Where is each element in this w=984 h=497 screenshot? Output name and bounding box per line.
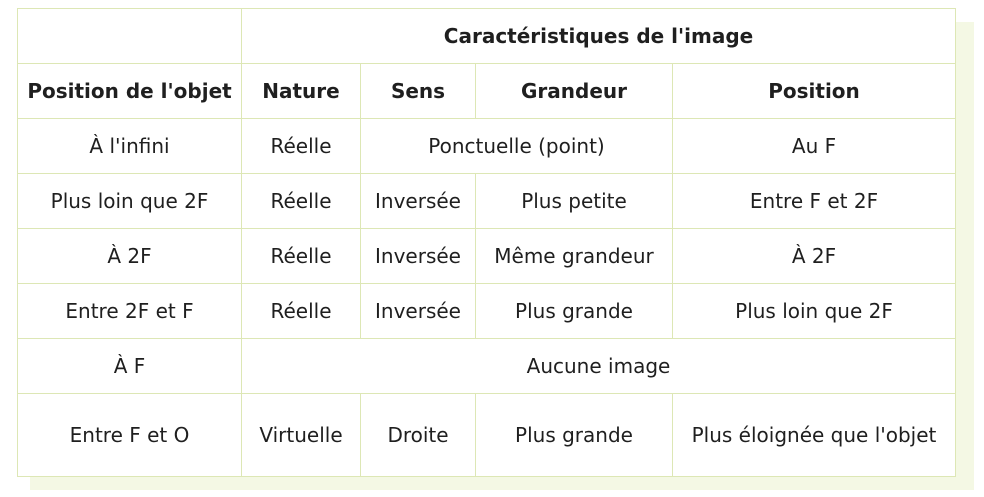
table-row bbox=[18, 174, 956, 229]
cell-grandeur: Plus grande bbox=[476, 394, 673, 477]
cell-sens-grandeur: Ponctuelle (point) bbox=[361, 119, 673, 174]
header-group-row bbox=[18, 9, 956, 64]
table-row bbox=[18, 229, 956, 284]
header-group-title: Caractéristiques de l'image bbox=[242, 9, 956, 64]
cell-position-objet: Entre 2F et F bbox=[18, 284, 242, 339]
table-row bbox=[18, 119, 956, 174]
cell-position-objet: À 2F bbox=[18, 229, 242, 284]
cell-nature: Virtuelle bbox=[242, 394, 361, 477]
cell-grandeur: Plus petite bbox=[476, 174, 673, 229]
header-nature: Nature bbox=[242, 64, 361, 119]
image-characteristics-table bbox=[17, 8, 956, 477]
cell-nature: Réelle bbox=[242, 284, 361, 339]
header-position: Position bbox=[673, 64, 956, 119]
cell-position-objet: À F bbox=[18, 339, 242, 394]
cell-position-objet: À l'infini bbox=[18, 119, 242, 174]
cell-grandeur: Même grandeur bbox=[476, 229, 673, 284]
cell-sens: Inversée bbox=[361, 229, 476, 284]
cell-grandeur: Plus grande bbox=[476, 284, 673, 339]
cell-sens: Inversée bbox=[361, 284, 476, 339]
cell-no-image: Aucune image bbox=[242, 339, 956, 394]
cell-position: Plus loin que 2F bbox=[673, 284, 956, 339]
header-columns-row bbox=[18, 64, 956, 119]
cell-nature: Réelle bbox=[242, 229, 361, 284]
cell-sens: Inversée bbox=[361, 174, 476, 229]
table-row bbox=[18, 284, 956, 339]
cell-position-objet: Entre F et O bbox=[18, 394, 242, 477]
cell-position-objet: Plus loin que 2F bbox=[18, 174, 242, 229]
cell-position: Plus éloignée que l'objet bbox=[673, 394, 956, 477]
cell-position: Entre F et 2F bbox=[673, 174, 956, 229]
header-position-objet: Position de l'objet bbox=[18, 64, 242, 119]
cell-position: Au F bbox=[673, 119, 956, 174]
cell-nature: Réelle bbox=[242, 174, 361, 229]
cell-nature: Réelle bbox=[242, 119, 361, 174]
header-grandeur: Grandeur bbox=[476, 64, 673, 119]
header-empty-cell bbox=[18, 9, 242, 64]
header-sens: Sens bbox=[361, 64, 476, 119]
cell-sens: Droite bbox=[361, 394, 476, 477]
cell-position: À 2F bbox=[673, 229, 956, 284]
table-row bbox=[18, 339, 956, 394]
table-row bbox=[18, 394, 956, 477]
